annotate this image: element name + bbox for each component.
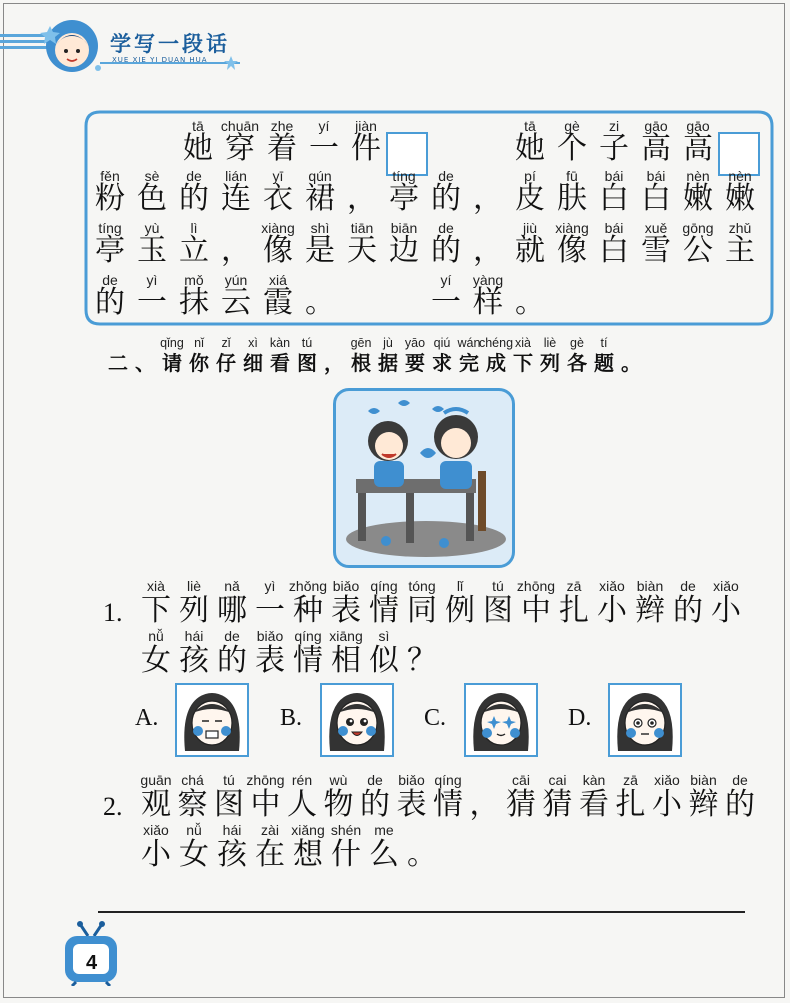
- pinyin: hái: [184, 628, 204, 644]
- pinyin: chuān: [220, 118, 260, 134]
- hanzi: 白: [599, 233, 629, 268]
- pinyin: de: [186, 168, 202, 184]
- hanzi: ，: [324, 351, 344, 375]
- pinyin: sì: [378, 628, 390, 644]
- hanzi: 种: [293, 593, 323, 628]
- option-label: D.: [568, 705, 592, 731]
- pinyin: nǚ: [186, 822, 202, 838]
- hanzi: 二: [108, 351, 128, 375]
- pinyin: bái: [646, 168, 666, 184]
- pinyin: gāo: [644, 118, 668, 134]
- hanzi: 亭: [389, 181, 419, 216]
- pinyin: gè: [570, 336, 584, 350]
- hanzi: 像: [263, 233, 293, 268]
- pinyin: nǚ: [148, 628, 164, 644]
- option-label: B.: [280, 705, 303, 731]
- pinyin: biàn: [636, 578, 664, 594]
- hanzi: 各: [567, 351, 587, 375]
- pinyin: gāo: [686, 118, 710, 134]
- hanzi: 下: [513, 351, 533, 375]
- hanzi: 的: [360, 787, 390, 822]
- pinyin: qiú: [433, 336, 451, 350]
- pinyin: tú: [223, 772, 235, 788]
- hanzi: 皮: [515, 181, 545, 216]
- example-picture: [333, 388, 515, 568]
- hanzi: 小: [711, 593, 741, 628]
- hanzi: 下: [141, 593, 171, 628]
- hanzi: 就: [515, 233, 545, 268]
- hanzi: 细: [243, 351, 263, 375]
- hanzi: 辫: [635, 593, 665, 628]
- pinyin: jiù: [522, 220, 537, 236]
- hanzi: 小: [597, 593, 627, 628]
- pinyin: liè: [543, 336, 557, 350]
- hanzi: 的: [725, 787, 755, 822]
- pinyin: zhōng: [516, 578, 556, 594]
- hanzi: 穿: [225, 131, 255, 166]
- hanzi: 。: [515, 285, 545, 320]
- pinyin: biǎo: [398, 772, 425, 788]
- pinyin: jù: [383, 336, 393, 350]
- hanzi: 嫩: [683, 181, 713, 216]
- hanzi: 什: [331, 837, 361, 872]
- pinyin: de: [732, 772, 748, 788]
- hanzi: 、: [135, 351, 155, 375]
- pinyin: tā: [192, 118, 204, 134]
- hanzi: 裙: [305, 181, 335, 216]
- hanzi: 物: [323, 787, 354, 822]
- pinyin: wán: [457, 336, 481, 350]
- hanzi: 的: [217, 643, 247, 678]
- page-title-pinyin: XUE XIE YI DUAN HUA: [112, 56, 208, 64]
- hanzi: 相: [331, 643, 361, 678]
- hanzi: 同: [407, 593, 437, 628]
- pinyin: zhōng: [246, 772, 285, 788]
- pinyin: wù: [329, 772, 348, 788]
- pinyin: yī: [272, 168, 284, 184]
- hanzi: 猜: [542, 787, 573, 822]
- hanzi: 白: [599, 181, 629, 216]
- pinyin: de: [367, 772, 383, 788]
- pinyin: sè: [144, 168, 160, 184]
- hanzi: 图: [297, 351, 317, 375]
- hanzi: 的: [431, 181, 461, 216]
- option-label: A.: [135, 705, 159, 731]
- pinyin: cāi: [512, 772, 530, 788]
- hanzi: 中: [521, 593, 551, 628]
- hanzi: 白: [641, 181, 671, 216]
- hanzi: 。: [621, 351, 641, 375]
- hanzi: 情: [433, 787, 463, 822]
- pinyin: xià: [147, 578, 165, 594]
- hanzi: 小: [652, 787, 682, 822]
- hanzi: 列: [179, 593, 209, 628]
- hanzi: 。: [407, 837, 437, 872]
- pinyin: zài: [261, 822, 279, 838]
- hanzi: 着: [267, 131, 297, 166]
- pinyin: qǐng: [160, 336, 184, 350]
- pinyin: hái: [222, 822, 242, 838]
- hanzi: 孩: [179, 643, 209, 678]
- hanzi: 中: [250, 787, 281, 822]
- answer-line[interactable]: [98, 911, 745, 913]
- hanzi: 粉: [95, 181, 125, 216]
- hanzi: 图: [483, 593, 513, 628]
- hanzi: ，: [221, 233, 251, 268]
- pinyin: biàn: [690, 772, 717, 788]
- pinyin: me: [374, 822, 394, 838]
- hanzi: 像: [557, 233, 587, 268]
- pinyin: de: [224, 628, 240, 644]
- pinyin: xiá: [269, 272, 287, 288]
- hanzi: 扎: [615, 787, 646, 822]
- hanzi: 人: [287, 787, 317, 822]
- hanzi: 小: [141, 837, 171, 872]
- two-girls-illustration: [336, 391, 512, 565]
- hanzi: 立: [179, 233, 209, 268]
- hanzi: 玉: [137, 233, 167, 268]
- page-number: 4: [86, 952, 98, 974]
- pinyin: biǎo: [332, 578, 360, 594]
- hanzi: 天: [347, 233, 377, 268]
- hanzi: 衣: [263, 181, 293, 216]
- pinyin: yàng: [472, 272, 504, 288]
- pinyin: biǎo: [256, 628, 284, 644]
- hanzi: 样: [473, 285, 503, 320]
- hanzi: 她: [515, 131, 545, 166]
- pinyin: zhǒng: [288, 578, 328, 594]
- pinyin: de: [102, 272, 118, 288]
- hanzi: 女: [179, 837, 209, 872]
- hanzi: 一: [309, 131, 339, 166]
- option-label: C.: [424, 705, 447, 731]
- pinyin: xiǎo: [599, 578, 625, 594]
- pinyin: chéng: [478, 336, 514, 350]
- pinyin: xià: [515, 336, 531, 350]
- question-number-2: 2.: [103, 792, 123, 821]
- hanzi: 据: [378, 351, 398, 375]
- hanzi: 要: [405, 351, 425, 375]
- hanzi: 仔: [216, 351, 236, 375]
- hanzi: 你: [189, 351, 209, 375]
- pinyin: tiān: [350, 220, 374, 236]
- hanzi: 的: [673, 593, 703, 628]
- pinyin: yù: [144, 220, 160, 236]
- girl-mascot-icon: [38, 10, 108, 76]
- hanzi: ？: [407, 643, 437, 678]
- hanzi: 辫: [688, 787, 719, 822]
- hanzi: 请: [162, 351, 182, 375]
- pinyin: qíng: [294, 628, 322, 644]
- pinyin: xiàng: [261, 220, 295, 236]
- hanzi: 完: [459, 351, 479, 375]
- pinyin: tú: [301, 336, 313, 350]
- hanzi: 根: [351, 351, 371, 375]
- hanzi: 亭: [95, 233, 125, 268]
- pinyin: chá: [181, 772, 204, 788]
- face-option-c-image[interactable]: [464, 683, 538, 757]
- face-option-d-image[interactable]: [608, 683, 682, 757]
- hanzi: 连: [221, 181, 251, 216]
- pinyin: zǐ: [221, 336, 231, 350]
- pinyin: mǒ: [184, 272, 204, 288]
- pinyin: kàn: [582, 772, 606, 788]
- hanzi: 件: [351, 131, 381, 166]
- face-serious-icon: [610, 685, 680, 755]
- hanzi: 么: [369, 837, 399, 872]
- pinyin: tóng: [408, 578, 436, 594]
- hanzi: 察: [177, 787, 208, 822]
- pinyin: tíng: [392, 168, 416, 184]
- hanzi: 的: [179, 181, 209, 216]
- pinyin: zhe: [270, 118, 294, 134]
- hanzi: 霞: [263, 285, 293, 320]
- header-banner: [0, 0, 260, 80]
- hanzi: 哪: [217, 593, 247, 628]
- pinyin: xiǎo: [654, 772, 680, 788]
- pinyin: shì: [310, 220, 330, 236]
- hanzi: 。: [305, 285, 335, 320]
- pinyin: de: [438, 168, 454, 184]
- pinyin: jiàn: [355, 118, 377, 134]
- pinyin: xiǎo: [143, 822, 169, 838]
- pinyin: shén: [330, 822, 362, 838]
- pinyin: cai: [548, 772, 567, 788]
- pinyin: qíng: [434, 772, 462, 788]
- hanzi: 她: [183, 131, 213, 166]
- pinyin: yí: [318, 118, 330, 134]
- face-option-a-image[interactable]: [175, 683, 249, 757]
- hanzi: 表: [255, 643, 285, 678]
- hanzi: 一: [431, 285, 461, 320]
- face-frowning-icon: [177, 685, 247, 755]
- pinyin: xì: [248, 336, 258, 350]
- pinyin: yí: [440, 272, 452, 288]
- hanzi: ，: [469, 787, 500, 822]
- pinyin: bái: [604, 168, 624, 184]
- pinyin: fū: [566, 168, 578, 184]
- pinyin: tí: [600, 336, 608, 350]
- hanzi: 高: [641, 131, 671, 166]
- pinyin: yì: [264, 578, 276, 594]
- pinyin: lì: [190, 220, 198, 236]
- pinyin: xiāng: [329, 628, 363, 644]
- hanzi: 情: [293, 643, 323, 678]
- pinyin: liè: [186, 578, 201, 594]
- pinyin: lián: [225, 168, 247, 184]
- pinyin: rén: [291, 772, 313, 788]
- hanzi: 图: [214, 787, 244, 822]
- pinyin: nǐ: [194, 336, 204, 350]
- hanzi: 子: [599, 131, 629, 166]
- hanzi: 列: [540, 351, 560, 375]
- hanzi: 看: [579, 787, 609, 822]
- pinyin: pí: [524, 168, 536, 184]
- pinyin: kàn: [269, 336, 291, 350]
- pinyin: xiǎng: [291, 822, 325, 838]
- pinyin: qún: [308, 168, 332, 184]
- pinyin: guān: [140, 772, 172, 788]
- pinyin: nèn: [686, 168, 710, 184]
- face-smiling-icon: [322, 685, 392, 755]
- question-number-1: 1.: [103, 598, 123, 627]
- hanzi: 一: [255, 593, 285, 628]
- pinyin: lǐ: [456, 578, 464, 594]
- pinyin: nǎ: [224, 578, 240, 594]
- hanzi: 主: [725, 233, 755, 268]
- face-sparkle-eyes-icon: [466, 685, 536, 755]
- pinyin: zā: [623, 772, 638, 788]
- pinyin: biān: [390, 220, 418, 236]
- hanzi: 嫩: [725, 181, 755, 216]
- hanzi: ，: [473, 233, 503, 268]
- pinyin: gè: [564, 118, 580, 134]
- pinyin: xiàng: [555, 220, 589, 236]
- hanzi: 肤: [557, 181, 587, 216]
- hanzi: 边: [389, 233, 419, 268]
- pinyin: tā: [524, 118, 536, 134]
- hanzi: 成: [486, 351, 506, 375]
- pinyin: yì: [146, 272, 158, 288]
- pinyin: bái: [604, 220, 624, 236]
- hanzi: 似: [369, 643, 399, 678]
- page-title: 学写一段话: [110, 32, 230, 56]
- pinyin: de: [438, 220, 454, 236]
- hanzi: 扎: [559, 593, 589, 628]
- face-option-b-image[interactable]: [320, 683, 394, 757]
- hanzi: 求: [432, 351, 452, 375]
- pinyin: zhǔ: [728, 220, 752, 236]
- pinyin: xuě: [644, 220, 668, 236]
- pinyin: yún: [224, 272, 248, 288]
- hanzi: 题: [594, 351, 614, 375]
- hanzi: 抹: [179, 285, 209, 320]
- pinyin: de: [680, 578, 696, 594]
- hanzi: 的: [431, 233, 461, 268]
- pinyin: zā: [566, 578, 582, 594]
- hanzi: 例: [445, 593, 475, 628]
- pinyin: zi: [608, 118, 620, 134]
- hanzi: 云: [221, 285, 251, 320]
- pinyin: gēn: [350, 336, 372, 350]
- hanzi: 色: [137, 181, 167, 216]
- hanzi: 女: [141, 643, 171, 678]
- pinyin: nèn: [728, 168, 752, 184]
- hanzi: 公: [683, 233, 713, 268]
- hanzi: 是: [305, 233, 335, 268]
- hanzi: 孩: [217, 837, 247, 872]
- hanzi: ，: [347, 181, 377, 216]
- hanzi: 在: [255, 837, 285, 872]
- hanzi: 高: [683, 131, 713, 166]
- star-icon: [224, 56, 238, 70]
- pinyin: yāo: [404, 336, 426, 350]
- pinyin: tú: [492, 578, 504, 594]
- pinyin: fěn: [100, 168, 120, 184]
- hanzi: 个: [557, 131, 587, 166]
- hanzi: 情: [369, 593, 399, 628]
- hanzi: 表: [331, 593, 361, 628]
- pinyin: tíng: [98, 220, 122, 236]
- hanzi: 看: [270, 351, 290, 375]
- pinyin: qíng: [370, 578, 398, 594]
- pinyin: gōng: [682, 220, 714, 236]
- hanzi: 猜: [506, 787, 536, 822]
- pinyin: xiǎo: [713, 578, 739, 594]
- hanzi: 想: [293, 837, 323, 872]
- hanzi: 雪: [641, 233, 671, 268]
- hanzi: 的: [95, 285, 125, 320]
- hanzi: 一: [137, 285, 167, 320]
- hanzi: 表: [396, 787, 427, 822]
- hanzi: ，: [473, 181, 503, 216]
- hanzi: 观: [141, 787, 171, 822]
